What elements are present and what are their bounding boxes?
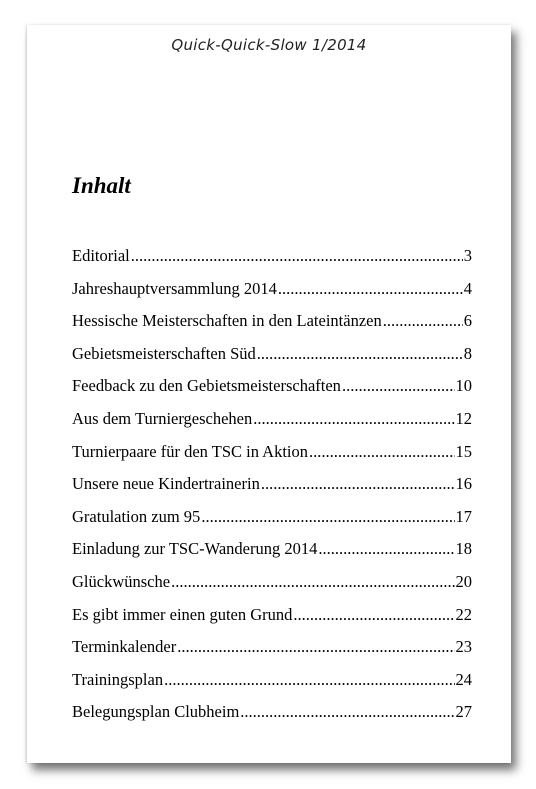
toc-entry [72, 507, 472, 540]
toc-entry-label: Glückwünsche [72, 571, 171, 591]
toc-entry [72, 246, 472, 279]
toc-entry-page-number: 8 [463, 343, 472, 363]
toc-leader-dots [131, 246, 463, 266]
toc-entry-label: Einladung zur TSC-Wanderung 2014 [72, 539, 318, 559]
table-of-contents [72, 246, 472, 735]
toc-entry-label: Terminkalender [72, 637, 177, 657]
toc-entry-page-number: 22 [455, 604, 472, 624]
toc-entry-label: Es gibt immer einen guten Grund [72, 604, 293, 624]
toc-entry-label: Jahreshauptversammlung 2014 [72, 278, 277, 298]
toc-leader-dots [201, 507, 454, 527]
toc-entry [72, 702, 472, 735]
toc-leader-dots [278, 279, 463, 299]
toc-entry [72, 376, 472, 409]
toc-entry-page-number: 23 [455, 637, 472, 657]
toc-leader-dots [177, 637, 454, 657]
toc-entry-page-number: 6 [463, 311, 472, 331]
toc-entry-label: Editorial [72, 246, 130, 265]
toc-leader-dots [318, 539, 454, 559]
toc-leader-dots [342, 376, 455, 396]
toc-entry [72, 474, 472, 507]
toc-entry-page-number: 4 [463, 278, 472, 298]
toc-entry-label: Unsere neue Kindertrainerin [72, 474, 260, 494]
toc-entry [72, 670, 472, 703]
toc-entry [72, 311, 472, 344]
toc-entry-label: Turnierpaare für den TSC in Aktion [72, 441, 309, 461]
toc-entry [72, 344, 472, 377]
running-header: Quick-Quick-Slow 1/2014 [171, 36, 367, 54]
toc-leader-dots [383, 311, 463, 331]
toc-leader-dots [253, 409, 454, 429]
toc-entry [72, 409, 472, 442]
toc-leader-dots [257, 344, 463, 364]
toc-entry-label: Gratulation zum 95 [72, 506, 201, 526]
toc-leader-dots [293, 605, 454, 625]
toc-entry-page-number: 12 [455, 408, 472, 428]
toc-entry-page-number: 15 [455, 441, 472, 461]
toc-entry [72, 442, 472, 475]
toc-title: Inhalt [72, 173, 131, 198]
toc-entry-label: Aus dem Turniergeschehen [72, 408, 253, 428]
toc-entry [72, 539, 472, 572]
toc-entry-label: Feedback zu den Gebietsmeisterschaften [72, 376, 341, 396]
toc-entry [72, 572, 472, 605]
toc-leader-dots [261, 474, 455, 494]
toc-leader-dots [240, 702, 454, 722]
toc-entry-page-number: 20 [455, 571, 472, 591]
toc-entry-page-number: 3 [463, 246, 472, 265]
toc-entry-page-number: 10 [455, 376, 472, 396]
document-page [27, 25, 511, 763]
toc-leader-dots [309, 442, 454, 462]
toc-entry-label: Trainingsplan [72, 669, 164, 689]
toc-entry-page-number: 24 [455, 669, 472, 689]
toc-entry [72, 605, 472, 638]
toc-entry [72, 637, 472, 670]
toc-entry-page-number: 16 [455, 474, 472, 494]
toc-leader-dots [171, 572, 454, 592]
toc-entry-page-number: 27 [455, 702, 472, 722]
toc-entry-label: Belegungsplan Clubheim [72, 702, 240, 722]
toc-entry [72, 279, 472, 312]
toc-leader-dots [164, 670, 454, 690]
toc-entry-page-number: 18 [455, 539, 472, 559]
toc-entry-label: Hessische Meisterschaften in den Lateintänzen [72, 311, 382, 331]
toc-entry-label: Gebietsmeisterschaften Süd [72, 343, 256, 363]
toc-entry-page-number: 17 [455, 506, 472, 526]
